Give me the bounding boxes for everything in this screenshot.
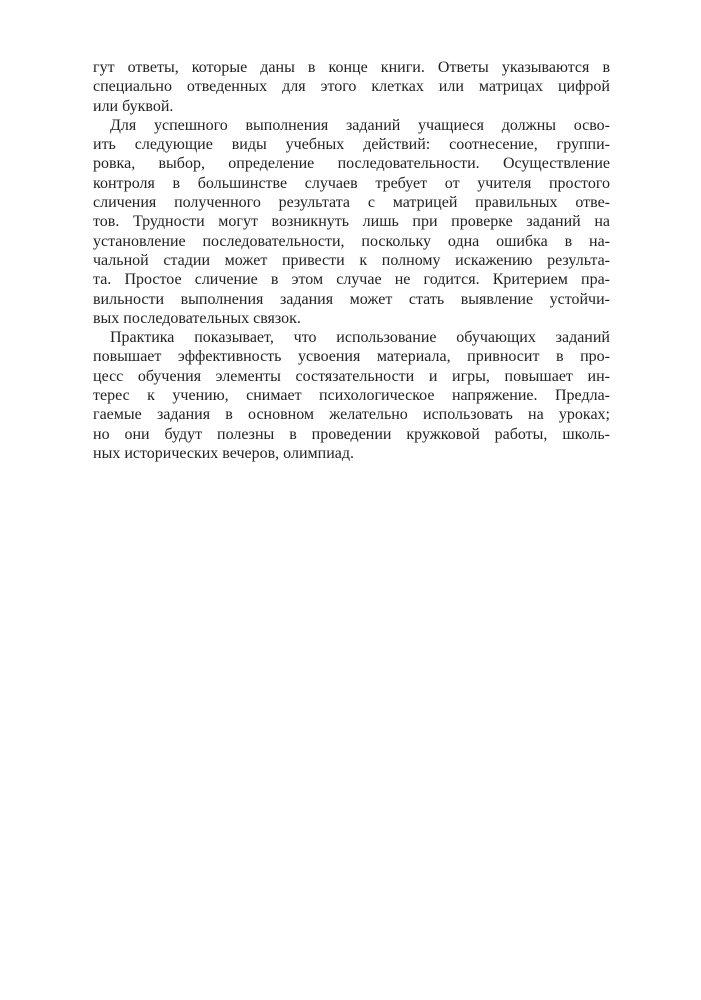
text-line: Для успешного выполнения заданий учащиеся должны осво-	[110, 116, 610, 134]
paragraph	[93, 116, 610, 328]
text-line: специально отведенных для этого клетках или матрицах цифрой	[93, 78, 610, 96]
text-line: ных исторических вечеров, олимпиад.	[93, 444, 354, 462]
text-block	[93, 58, 610, 463]
text-line: Практика показывает, что использование обучающих заданий	[110, 329, 610, 347]
text-line: цесс обучения элементы состязательности и игры, повышает ин-	[93, 367, 610, 385]
text-line: ить следующие виды учебных действий: соотнесение, группи-	[93, 136, 610, 154]
text-line: повышает эффективность усвоения материала, привносит в про-	[93, 348, 610, 366]
text-line: тов. Трудности могут возникнуть лишь при проверке заданий на	[93, 213, 610, 231]
text-line: установление последовательности, поскольку одна ошибка в на-	[93, 232, 610, 250]
paragraph	[93, 58, 610, 116]
text-line: но они будут полезны в проведении кружковой работы, школь-	[93, 425, 610, 443]
text-line: чальной стадии может привести к полному искажению результа-	[93, 251, 610, 269]
paragraph	[93, 328, 610, 463]
text-line: ровка, выбор, определение последовательности. Осуществление	[93, 155, 610, 173]
text-line: или буквой.	[93, 97, 174, 115]
text-line: терес к учению, снимает психологическое напряжение. Предла-	[93, 387, 610, 405]
text-line: гаемые задания в основном желательно использовать на уроках;	[93, 406, 610, 424]
text-line: сличения полученного результата с матрицей правильных отве-	[93, 194, 610, 212]
text-line: вильности выполнения задания может стать выявление устойчи-	[93, 290, 610, 308]
text-line: вых последовательных связок.	[93, 309, 301, 327]
text-line: контроля в большинстве случаев требует от учителя простого	[93, 174, 610, 192]
text-line: гут ответы, которые даны в конце книги. Ответы указываются в	[93, 59, 610, 76]
text-line: та. Простое сличение в этом случае не годится. Критерием пра-	[93, 271, 610, 289]
